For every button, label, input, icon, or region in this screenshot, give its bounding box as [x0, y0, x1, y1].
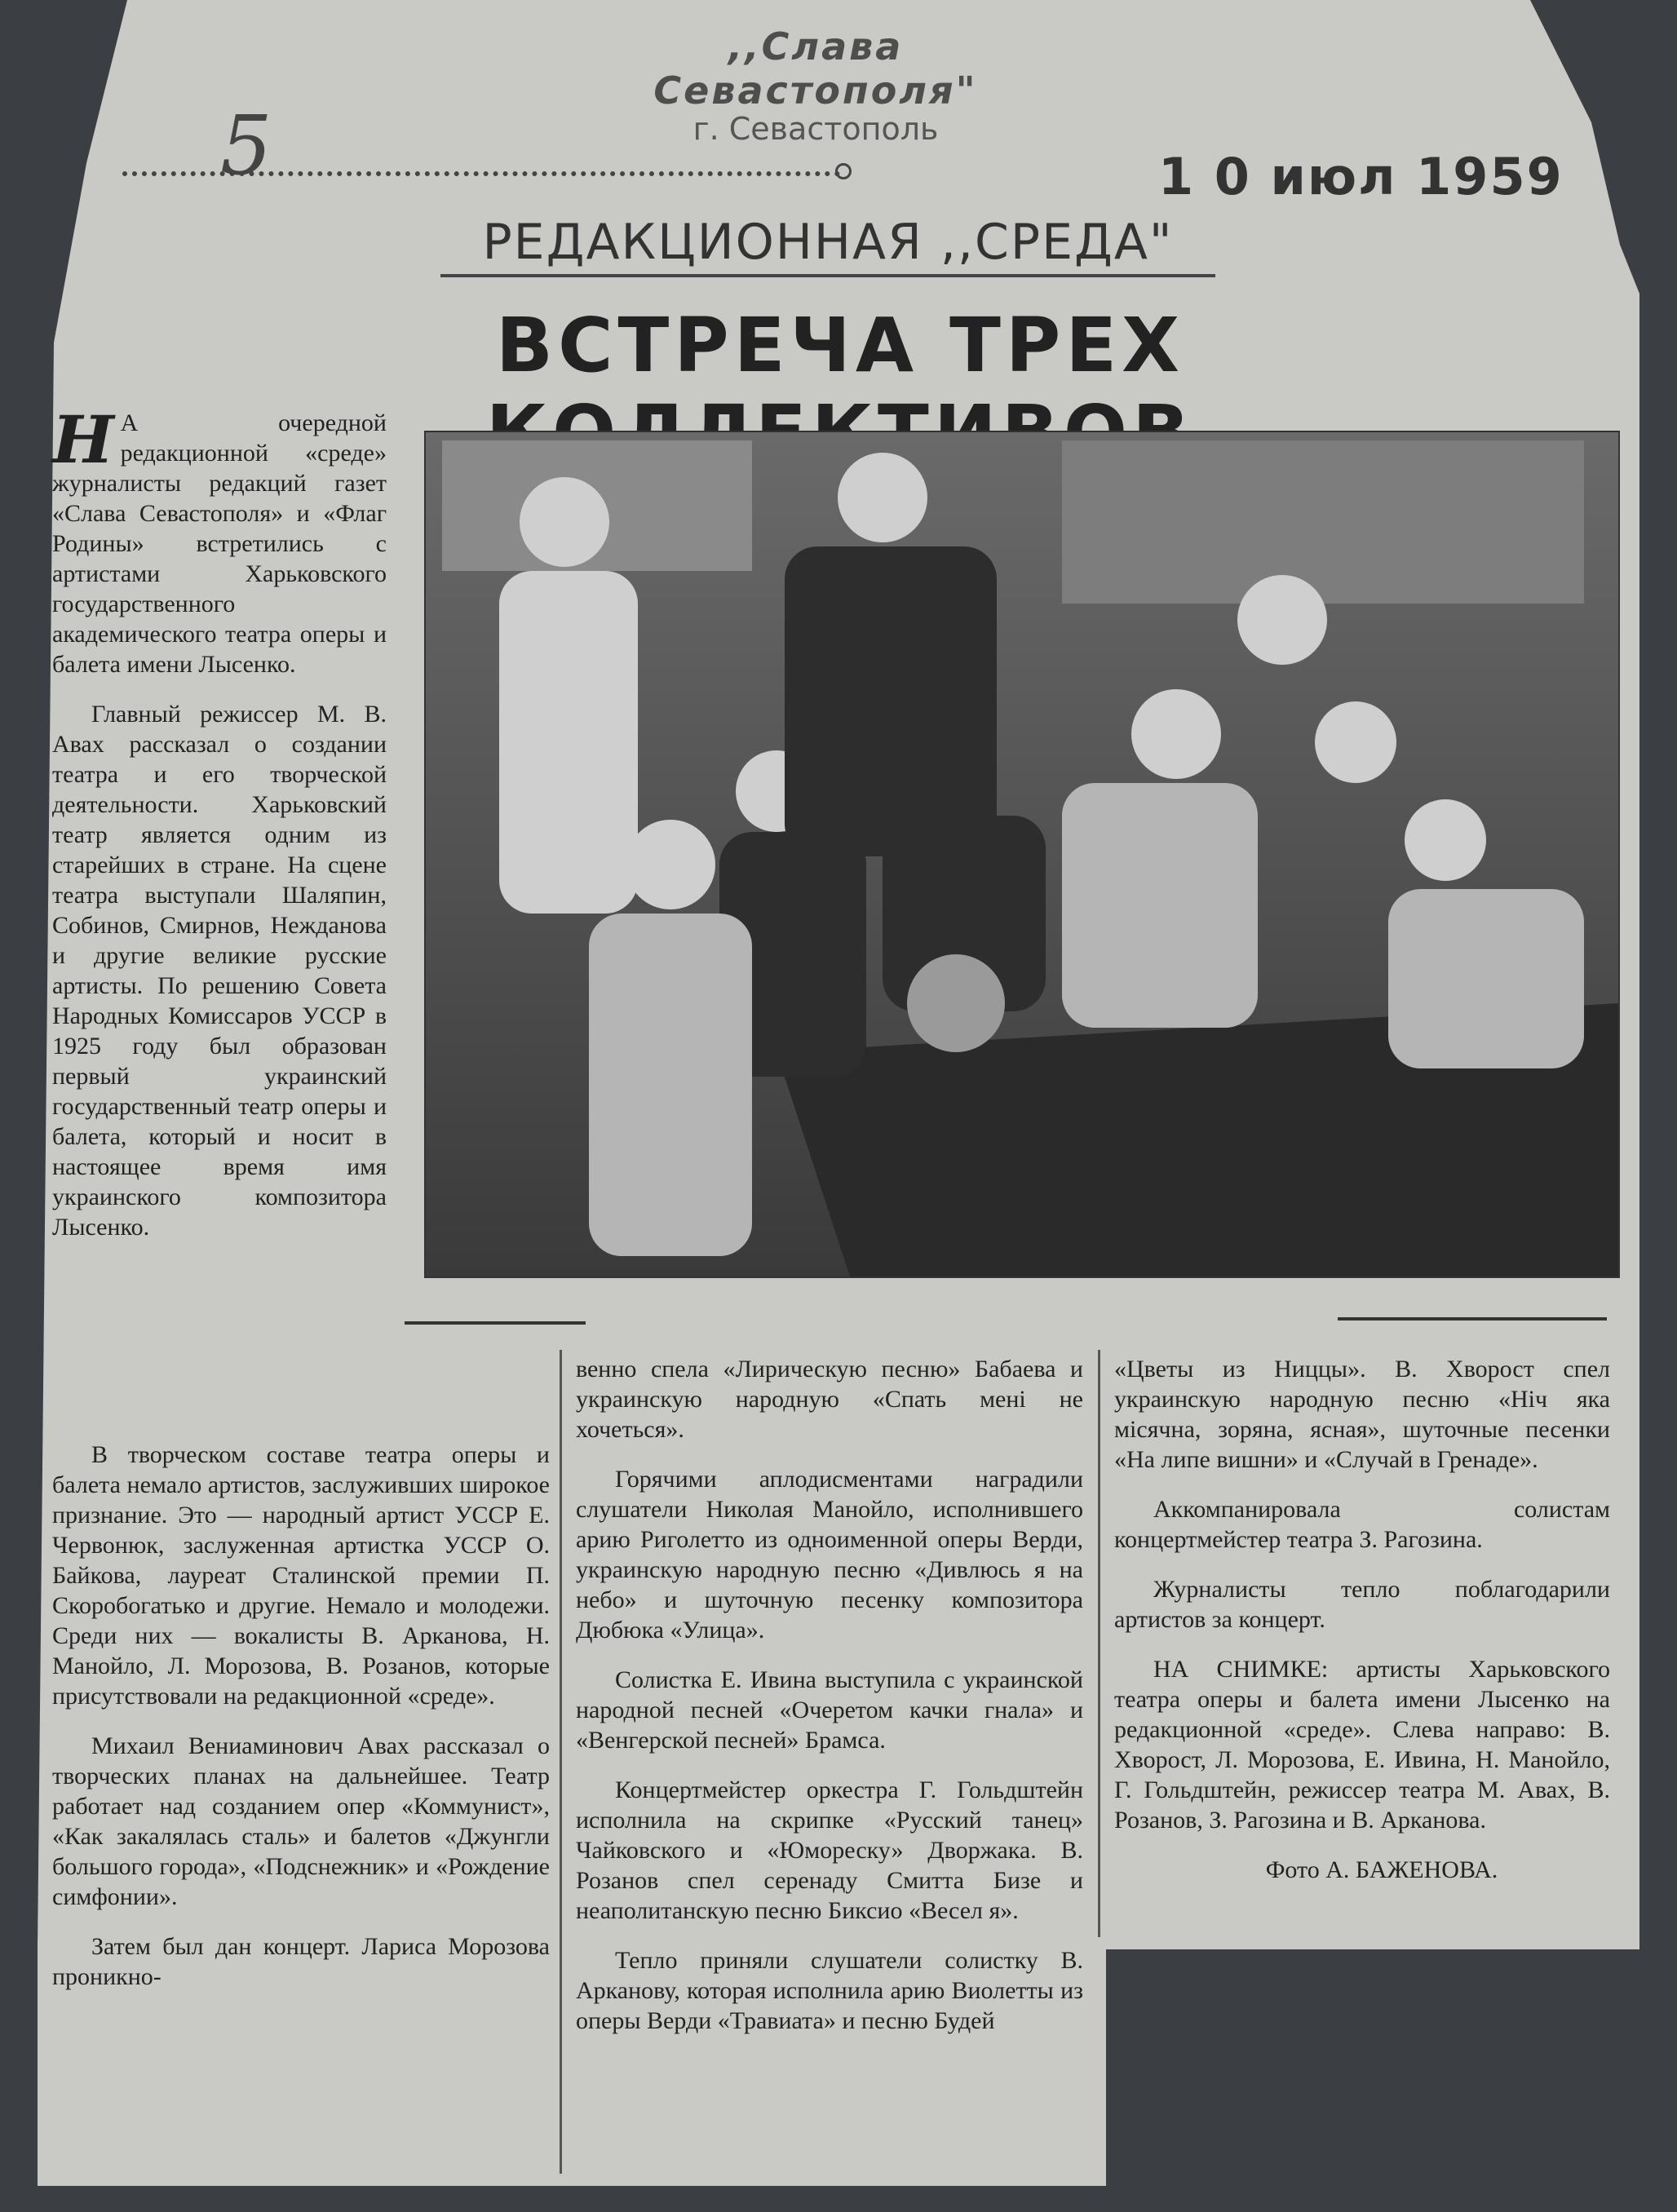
dotted-divider: [122, 171, 840, 176]
article-column-2: [576, 1354, 1083, 2055]
masthead: [563, 24, 1069, 147]
article-headline: ВСТРЕЧА ТРЕХ: [495, 302, 1185, 389]
article-column-3: [1114, 1354, 1610, 1905]
paragraph: Тепло приняли слушатели солистку В. Арканову, которая исполнила арию Виолетты из оперы Верди «Травиата» и песню Будей: [576, 1947, 1083, 2034]
paragraph: Затем был дан концерт. Лариса Морозова проникно-: [52, 1933, 550, 1990]
group-photo-icon: [426, 432, 1618, 1276]
date-stamp: 1 0 июл 1959: [1158, 147, 1564, 206]
divider-end-ornament: [835, 163, 852, 179]
lead-paragraph: Н А очередной редакционной «среде» журналисты редакций газет «Слава Севастополя» и «Флаг Родины» встретились с артистами Харьковского государственного академического театра оперы и балета имени Лысенко.: [52, 401, 387, 678]
group-photo: [424, 431, 1620, 1278]
paragraph: Солистка Е. Ивина выступила с украинской народной песней «Очеретом качки гнала» и «Венгерской песней» Брамса.: [576, 1666, 1083, 1754]
paragraph: Журналисты тепло поблагодарили артистов за концерт.: [1114, 1576, 1610, 1633]
rubric-title: РЕДАКЦИОННАЯ ,,СРЕДА": [440, 214, 1215, 277]
newspaper-city: г. Севастополь: [692, 111, 939, 147]
paragraph: венно спела «Лирическую песню» Бабаева и украинскую народную «Спать мені не хочеться».: [576, 1356, 1083, 1443]
article-column-1: [52, 401, 387, 1262]
paragraph: В творческом составе театра оперы и балета немало артистов, заслуживших широкое признание. Это — народный артист УССР Е. Червонюк, заслуженная артистка УССР О. Байкова, лауреат Сталинской премии П. Скоробогатько и другие. Немало и молодежи. Среди них — вокалисты В. Арканова, Н. Манойло, Л. Морозова, В. Розанов, которые присутствовали на редакционной «среде».: [52, 1441, 550, 1710]
paragraph: Аккомпанировала солистам концертмейстер театра З. Рагозина.: [1114, 1496, 1610, 1553]
photo-caption: НА СНИМКЕ: артисты Харьковского театра оперы и балета имени Лысенко на редакционной «среде». Слева направо: В. Хворост, Л. Морозова, Е. Ивина, Н. Манойло, Г. Гольдштейн, режиссер театра М. Авах, В. Розанов, З. Рагозина и В. Арканова.: [1114, 1656, 1610, 1834]
drop-cap: Н: [52, 401, 114, 478]
newspaper-name: ,,Слава Севастополя": [653, 24, 978, 113]
column-separator: [560, 1350, 562, 2174]
divider-rule: [1338, 1317, 1607, 1321]
paragraph: Главный режиссер М. В. Авах рассказал о создании театра и его творческой деятельности. Харьковский театр является одним из старейших в стране. На сцене театра выступали Шаляпин, Собинов, Смирнов, Нежданова и другие великие русские артисты. По решению Совета Народных Комиссаров УССР в 1925 году был образован первый украинский государственный театр оперы и балета, который и носит в настоящее время имя украинского композитора Лысенко.: [52, 701, 387, 1241]
photo-credit: Фото А. БАЖЕНОВА.: [1265, 1856, 1498, 1883]
paragraph: «Цветы из Ниццы». В. Хворост спел украинскую народную песню «Ніч яка місячна, зоряна, ясная», шуточные песенки «На липе вишни» и «Случай в Гренаде».: [1114, 1356, 1610, 1473]
column-separator: [1098, 1350, 1100, 1937]
paragraph: Михаил Вениаминович Авах рассказал о творческих планах на дальнейшее. Театр работает над созданием опер «Коммунист», «Как закалялась сталь» и балетов «Джунгли большого города», «Подснежник» и «Рождение симфонии».: [52, 1732, 550, 1910]
handwritten-page-number: 5: [220, 98, 272, 193]
paragraph: Концертмейстер оркестра Г. Гольдштейн исполнила на скрипке «Русский танец» Чайковского и «Юмореску» Дворжака. В. Розанов спел серенаду Смитта Бизе и неаполитанскую песню Биксио «Весел я».: [576, 1776, 1083, 1924]
article-column-1-continued: [52, 1293, 550, 2011]
paragraph: Горячими аплодисментами наградили слушатели Николая Манойло, исполнившего арию Риголетто из одноименной оперы Верди, украинскую народную песню «Дивлюсь я на небо» и шуточную песенку композитора Дюбюка «Улица».: [576, 1466, 1083, 1644]
